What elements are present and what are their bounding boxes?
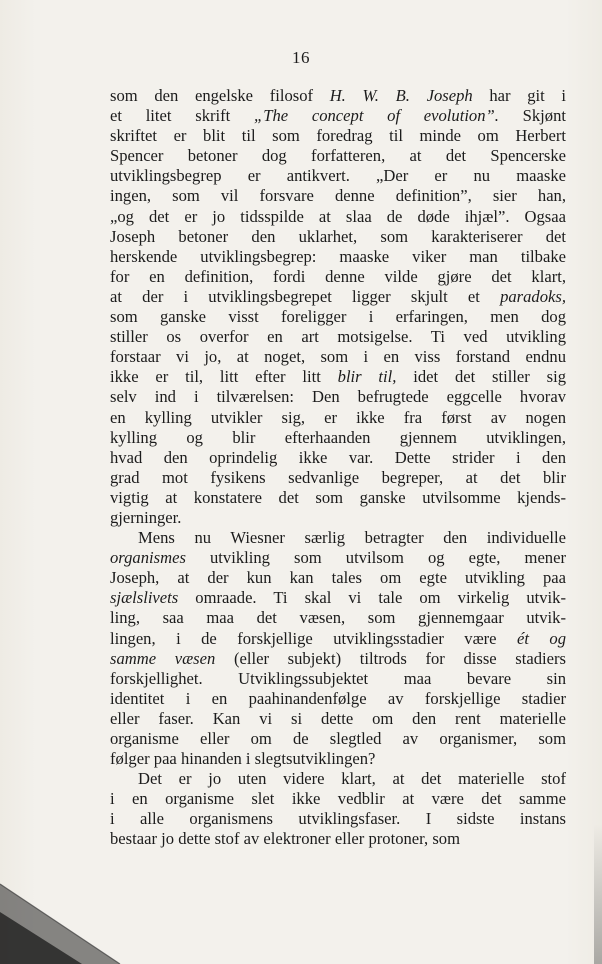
text-segment: kylling og blir efterhaanden gjennem utviklingen, [110,427,566,447]
text-line [110,789,566,809]
italic-text-segment: samme væsen [110,648,216,668]
text-line [110,649,566,669]
text-segment: forstaar vi jo, at noget, som i en viss forstand endnu [110,347,566,367]
text-segment: en kylling utvikler sig, er ikke fra først av nogen [110,407,566,427]
text-segment: omraade. Ti skal vi tale om virkelig utvik- [178,588,566,608]
text-segment: Joseph, at der kun kan tales om egte utvikling paa [110,568,566,588]
text-segment: som ganske visst foreligger i erfaringen, men dog [110,307,566,327]
italic-text-segment: ét og [516,628,566,648]
text-segment: skriftet er blit til som foredrag til minde om Herbert [110,126,566,146]
text-line [110,769,566,789]
text-line [110,327,566,347]
text-segment: (eller subjekt) tiltrods for disse stadiers [215,648,566,668]
text-line [110,287,566,307]
text-segment: i alle organismens utviklingsfaser. I sidste instans [110,809,566,829]
text-segment: et litet skrift [110,106,254,126]
body-text [110,86,566,850]
text-segment: Det er jo uten videre klart, at det materielle stof [138,769,566,789]
text-segment: stiller os overfor en art motsigelse. Ti ved utvikling [110,327,566,347]
text-segment: idet det stiller sig [396,367,566,387]
text-line [110,709,566,729]
text-segment: lingen, i de forskjellige utviklingsstadier være [110,628,517,648]
text-line [110,166,566,186]
text-segment: identitet i en paahinandenfølge av forskjellige stadier [110,688,566,708]
text-segment: grad mot fysikens sedvanlige begreper, at det blir [110,467,566,487]
text-segment: Spencer betoner dog forfatteren, at det Spencerske [110,146,566,166]
text-segment: Mens nu Wiesner særlig betragter den individuelle [138,528,566,548]
text-line [110,408,566,428]
text-line [110,729,566,749]
text-line [110,669,566,689]
text-segment: i en organisme slet ikke vedblir at være det samme [110,789,566,809]
text-line [110,528,566,548]
text-segment: har git i [472,86,566,105]
text-line [110,749,566,769]
text-segment: herskende utviklingsbegrep: maaske viker man tilbake [110,246,566,266]
text-segment: hvad den oprindelig ikke var. Dette strider i den [110,447,566,467]
italic-text-segment: „The concept of evolution”. [253,106,499,126]
text-segment: vigtig at konstatere det som ganske utvilsomme kjends- [110,487,566,507]
text-segment: organisme eller om de slegtled av organismer, som [110,729,566,748]
italic-text-segment: paradoks, [500,286,566,306]
text-line [110,629,566,649]
text-segment: bestaar jo dette stof av elektroner eller protoner, som [110,829,460,849]
text-line [110,689,566,709]
text-line [110,126,566,146]
text-segment: at der i utviklingsbegrepet ligger skjult et [110,286,501,306]
text-line [110,568,566,588]
text-segment: utviklingsbegrep er antikvert. „Der er nu maaske [110,166,566,186]
text-segment: Joseph betoner den uklarhet, som karakteriserer det [110,226,566,246]
text-segment: ingen, som vil forsvare denne definition”, sier han, [110,186,566,206]
text-line [110,448,566,468]
text-line [110,508,566,528]
text-segment: utvikling som utvilsom og egte, mener [185,548,566,568]
text-line [110,608,566,628]
text-segment: Skjønt [498,106,566,126]
text-line [110,347,566,367]
italic-text-segment: sjælslivets [110,588,179,608]
text-line [110,267,566,287]
text-line [110,307,566,327]
italic-text-segment: blir til, [337,367,397,387]
text-line [110,247,566,267]
text-segment: følger paa hinanden i slegtsutviklingen? [110,749,376,769]
text-line [110,86,566,106]
text-segment: gjerninger. [110,507,182,527]
text-line [110,106,566,126]
text-line [110,207,566,227]
text-line [110,186,566,206]
text-line [110,468,566,488]
text-line [110,588,566,608]
text-segment: som den engelske filosof [110,86,330,105]
italic-text-segment: organismes [110,548,186,568]
text-line [110,227,566,247]
text-line [110,428,566,448]
text-segment: ikke er til, litt efter litt [110,367,338,387]
page-number: 16 [292,48,310,67]
italic-text-segment: H. W. B. Joseph [329,86,473,105]
text-segment: for en definition, fordi denne vilde gjøre det klart, [110,266,566,286]
text-line [110,146,566,166]
text-line [110,387,566,407]
text-line [110,488,566,508]
text-segment: ling, saa maa det væsen, som gjennemgaar utvik- [110,608,566,628]
text-line [110,548,566,568]
text-segment: eller faser. Kan vi si dette om den rent materielle [110,708,566,728]
text-segment: forskjellighet. Utviklingssubjektet maa bevare sin [110,668,566,688]
text-line [110,829,566,849]
text-line [110,367,566,387]
scan-shadow-edge [594,824,602,964]
text-line [110,809,566,829]
text-segment: „og det er jo tidsspilde at slaa de døde ihjæl”. Ogsaa [110,206,566,226]
text-segment: selv ind i tilværelsen: Den befrugtede eggcelle hvorav [110,387,566,407]
